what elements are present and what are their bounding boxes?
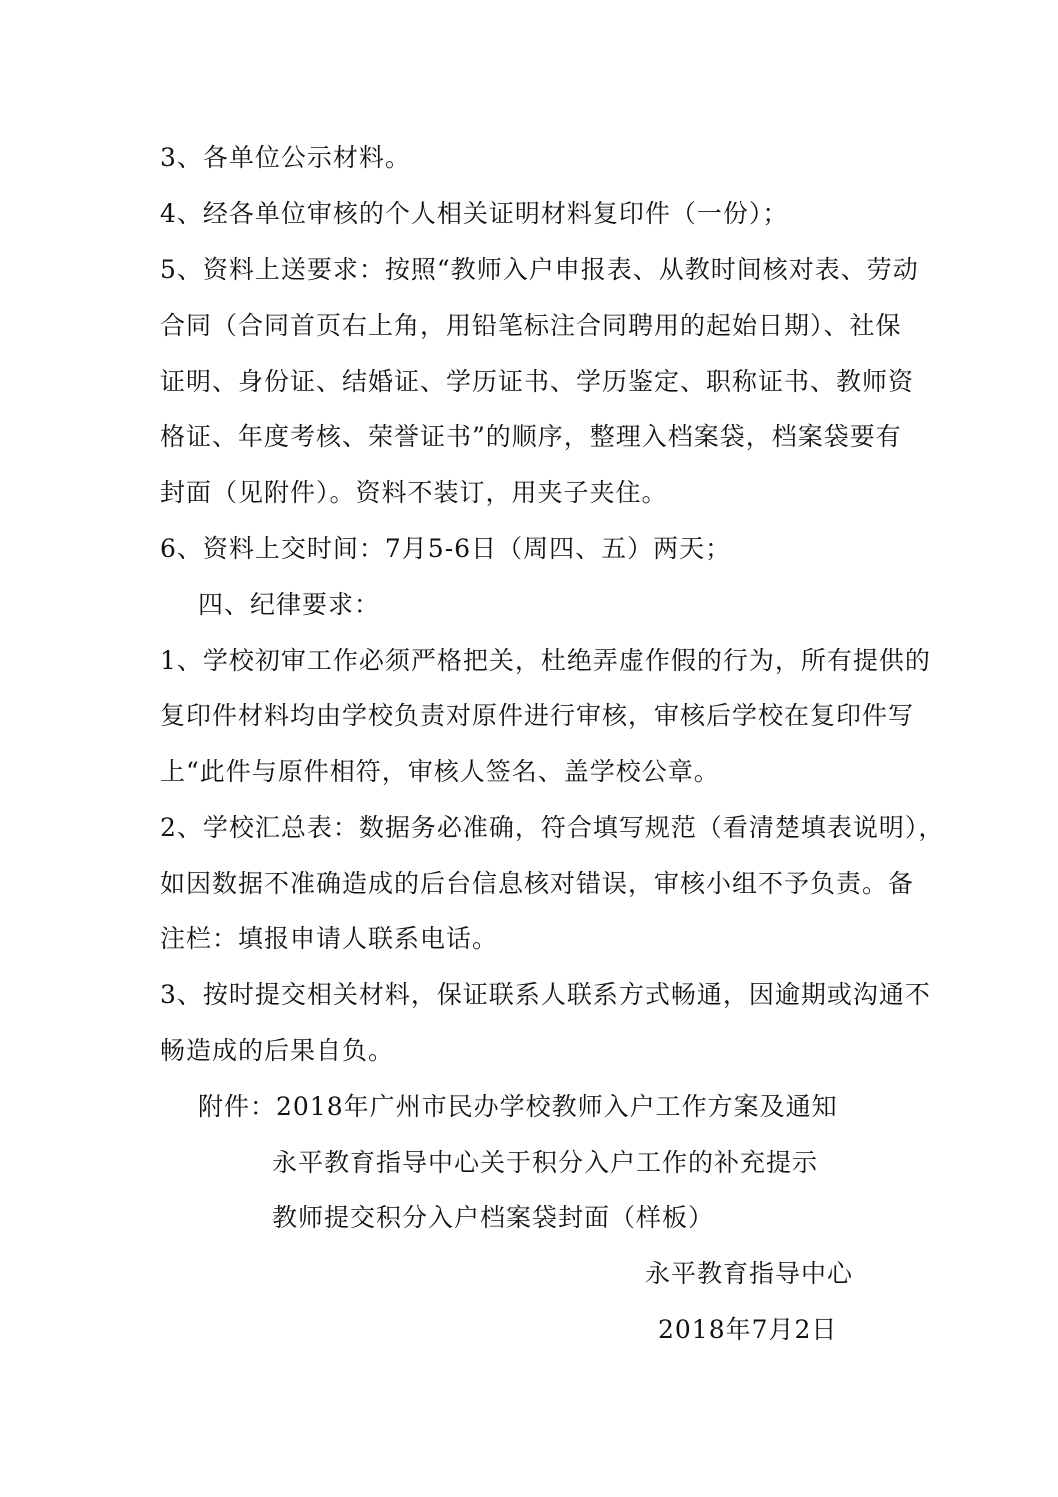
item-5-submission-requirements: 5、资料上送要求：按照“教师入户申报表、从教时间核对表、劳动 [160,255,919,284]
attachments-label-line: 附件：2018年广州市民办学校教师入户工作方案及通知 [198,1092,838,1121]
attachment-item-2: 永平教育指导中心关于积分入户工作的补充提示 [272,1148,819,1177]
rule-2-line-2: 如因数据不准确造成的后台信息核对错误，审核小组不予负责。备 [160,869,915,898]
item-6-submission-time: 6、资料上交时间：7月5-6日（周四、五）两天； [160,534,732,563]
attachment-item-3: 教师提交积分入户档案袋封面（样板） [272,1203,715,1232]
item-4-certificate-copies: 4、经各单位审核的个人相关证明材料复印件（一份）； [160,199,789,228]
rule-3: 3、按时提交相关材料，保证联系人联系方式畅通，因逾期或沟通不 [160,980,931,1009]
item-5-line-3: 证明、身份证、结婚证、学历证书、学历鉴定、职称证书、教师资 [160,367,915,396]
rule-1: 1、学校初审工作必须严格把关，杜绝弄虚作假的行为，所有提供的 [160,646,931,675]
section-4-heading: 四、纪律要求： [198,590,381,619]
rule-2: 2、学校汇总表：数据务必准确，符合填写规范（看清楚填表说明）， [160,813,945,842]
rule-2-line-3: 注栏：填报申请人联系电话。 [160,924,499,953]
item-3-public-materials: 3、各单位公示材料。 [160,143,411,172]
item-5-line-4: 格证、年度考核、荣誉证书”的顺序，整理入档案袋，档案袋要有 [160,422,902,451]
signature-organization: 永平教育指导中心 [645,1259,854,1288]
item-5-line-2: 合同（合同首页右上角，用铅笔标注合同聘用的起始日期）、社保 [160,311,902,340]
signature-date: 2018年7月2日 [658,1315,838,1344]
rule-1-line-2: 复印件材料均由学校负责对原件进行审核，审核后学校在复印件写 [160,701,915,730]
rule-3-line-2: 畅造成的后果自负。 [160,1036,395,1065]
item-5-line-5: 封面（见附件）。资料不装订，用夹子夹住。 [160,478,668,507]
rule-1-line-3: 上“此件与原件相符，审核人签名、盖学校公章。 [160,757,720,786]
